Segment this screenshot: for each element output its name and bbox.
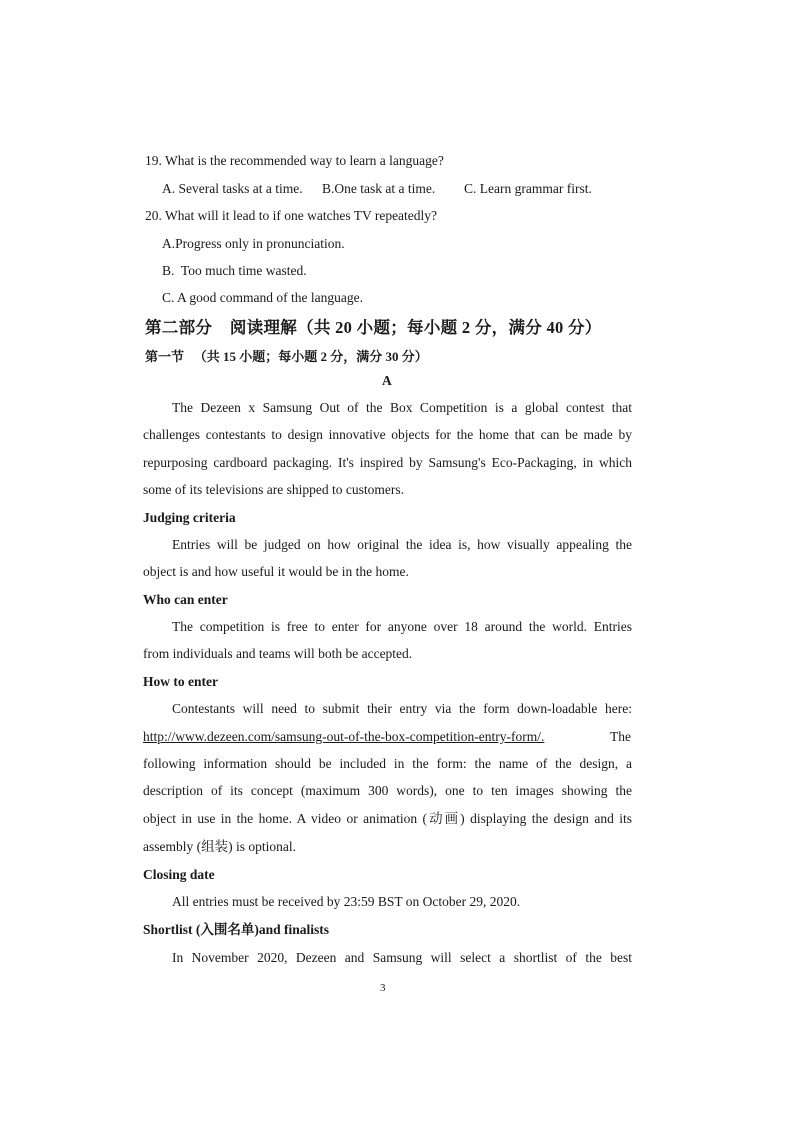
intro-line-2: challenges contestants to design innovative objects for the home that can be made by [143, 427, 632, 442]
question-20-option-a: A.Progress only in pronunciation. [162, 236, 345, 251]
how-to-enter-heading: How to enter [143, 674, 218, 689]
passage-label: A [382, 373, 392, 388]
part-heading: 第二部分 阅读理解（共 20 小题；每小题 2 分，满分 40 分） [145, 318, 602, 337]
how-line-3: following information should be included in the form: the name of the design, a [143, 756, 632, 771]
section-heading: 第一节 （共 15 小题；每小题 2 分，满分 30 分） [145, 349, 428, 364]
question-19-option-c: C. Learn grammar first. [464, 181, 592, 196]
intro-line-4: some of its televisions are shipped to customers. [143, 482, 404, 497]
who-line-2: from individuals and teams will both be accepted. [143, 646, 413, 661]
question-20-stem: 20. What will it lead to if one watches TV repeatedly? [145, 208, 438, 223]
question-20-option-b: B. Too much time wasted. [162, 263, 307, 278]
entry-form-link[interactable]: http://www.dezeen.com/samsung-out-of-the-box-competition-entry-form/. [143, 729, 545, 744]
how-line-4: description of its concept (maximum 300 words), one to ten images showing the [143, 783, 632, 798]
question-20-option-c: C. A good command of the language. [162, 290, 363, 305]
how-line-1: Contestants will need to submit their entry via the form down-loadable here: [172, 701, 632, 716]
closing-date-heading: Closing date [143, 867, 215, 882]
intro-line-1: The Dezeen x Samsung Out of the Box Competition is a global contest that [172, 400, 632, 415]
shortlist-heading: Shortlist (入围名单)and finalists [143, 922, 330, 937]
who-can-enter-heading: Who can enter [143, 592, 228, 607]
intro-line-3: repurposing cardboard packaging. It's inspired by Samsung's Eco-Packaging, in which [143, 455, 632, 470]
judging-line-1: Entries will be judged on how original the idea is, how visually appealing the [172, 537, 632, 552]
judging-criteria-heading: Judging criteria [143, 510, 236, 525]
how-line-5: object in use in the home. A video or animation (动画) displaying the design and its [143, 811, 632, 826]
question-19-option-b: B.One task at a time. [322, 181, 436, 196]
question-19-option-a: A. Several tasks at a time. [162, 181, 303, 196]
question-19-stem: 19. What is the recommended way to learn a language? [145, 153, 444, 168]
how-line-2-tail: The [610, 729, 631, 744]
closing-date-text: All entries must be received by 23:59 BST on October 29, 2020. [172, 894, 521, 909]
how-line-6: assembly (组装) is optional. [143, 839, 296, 854]
shortlist-line-1: In November 2020, Dezeen and Samsung will select a shortlist of the best [172, 950, 632, 965]
page-number: 3 [380, 982, 386, 994]
judging-line-2: object is and how useful it would be in the home. [143, 564, 409, 579]
who-line-1: The competition is free to enter for anyone over 18 around the world. Entries [172, 619, 632, 634]
